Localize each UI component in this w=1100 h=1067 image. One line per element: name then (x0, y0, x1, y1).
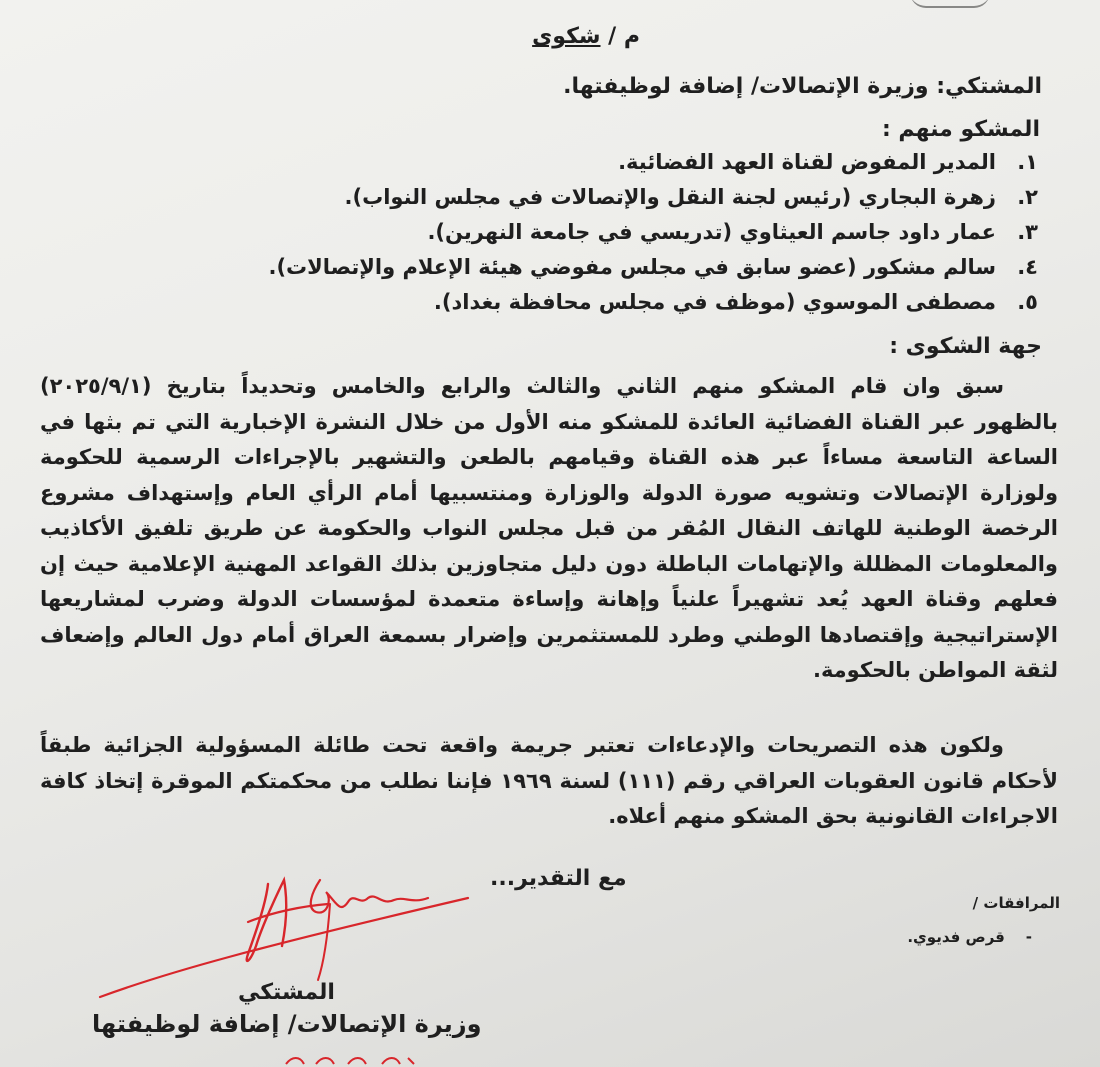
list-item-number: ٤. (1017, 255, 1038, 279)
signature-stroke (318, 904, 330, 980)
attachments-label: المرافقات / (972, 894, 1060, 912)
complaint-paragraph-2: ولكون هذه التصريحات والإدعاءات تعتبر جريمة واقعة تحت طائلة المسؤولية الجزائية طبقاً لأحكام قانون العقوبات العراقي رقم (١١١) لسنة ١٩٦٩ فإننا نطلب من محكمتكم الموقرة إتخاذ كافة الاجراءات القانونية بحق المشكو منهم أعلاه. (40, 733, 1058, 828)
closing-regards: مع التقدير... (490, 866, 627, 891)
respondents-label: المشكو منهم : (881, 117, 1040, 142)
list-item-number: ٢. (1017, 185, 1038, 209)
signatory-organization: وزيرة الإتصالات/ إضافة لوظيفتها (92, 1010, 482, 1038)
list-item-number: ٥. (1017, 290, 1038, 314)
list-item-text: مصطفى الموسوي (موظف في مجلس محافظة بغداد). (433, 290, 996, 314)
signatory-title: المشتكي (238, 980, 335, 1005)
list-item-text: زهرة البجاري (رئيس لجنة النقل والإتصالات في مجلس النواب). (344, 185, 996, 209)
list-item (268, 220, 1038, 255)
list-item (268, 290, 1038, 325)
list-item-text: سالم مشكور (عضو سابق في مجلس مفوضي هيئة الإعلام والإتصالات). (268, 255, 996, 279)
list-item (268, 255, 1038, 290)
signature-stroke (311, 880, 428, 913)
heading-subject: شكوى (532, 24, 601, 49)
respondents-list (268, 150, 1038, 325)
list-item-text: المدير المفوض لقناة العهد الفضائية. (618, 150, 996, 174)
heading-prefix: م / (608, 24, 640, 49)
complainant-line: المشتكي: وزيرة الإتصالات/ إضافة لوظيفتها. (563, 74, 1042, 99)
list-item-number: ٣. (1017, 220, 1038, 244)
attachment-item (907, 928, 1032, 946)
red-ink-stroke (286, 1058, 414, 1064)
letter-heading (500, 24, 640, 49)
list-item (268, 185, 1038, 220)
cropped-top-text-residue (910, 0, 990, 8)
complaint-side-label: جهة الشكوى : (889, 334, 1042, 359)
list-item-number: ١. (1017, 150, 1038, 174)
cropped-red-number-residue (282, 1054, 422, 1066)
attachment-text: قرص فديوي. (907, 928, 1005, 946)
attachment-bullet: - (1025, 928, 1032, 946)
list-item (268, 150, 1038, 185)
complaint-paragraph-1: سبق وان قام المشكو منهم الثاني والثالث والرابع والخامس وتحديداً بتاريخ (٢٠٢٥/٩/١) بالظهور عبر القناة الفضائية العائدة للمشكو منه الأول من خلال النشرة الإخبارية التي تم بثها في الساعة التاسعة مساءاً عبر هذه القناة وقيامهم بالطعن والتشهير بالإجراءات الرسمية للحكومة ولوزارة الإتصالات وتشويه صورة الدولة والوزارة ومنتسبيها أمام الرأي العام وإستهداف مشروع الرخصة الوطنية للهاتف النقال المُقر من قبل مجلس النواب والحكومة عن طريق تلفيق الأكاذيب والمعلومات المظللة والإتهامات الباطلة دون دليل متجاوزين بذلك القواعد المهنية الإعلامية حيث إن فعلهم وقناة العهد يُعد تشهيراً علنياً وإهانة وإساءة متعمدة لمؤسسات الدولة وضرب لمشاريعها الإستراتيجية وإقتصادها الوطني وطرد للمستثمرين وإضرار بسمعة العراق أمام دول العالم وإضعاف لثقة المواطن بالحكومة. (40, 374, 1058, 682)
list-item-text: عمار داود جاسم العيثاوي (تدريسي في جامعة النهرين). (427, 220, 996, 244)
